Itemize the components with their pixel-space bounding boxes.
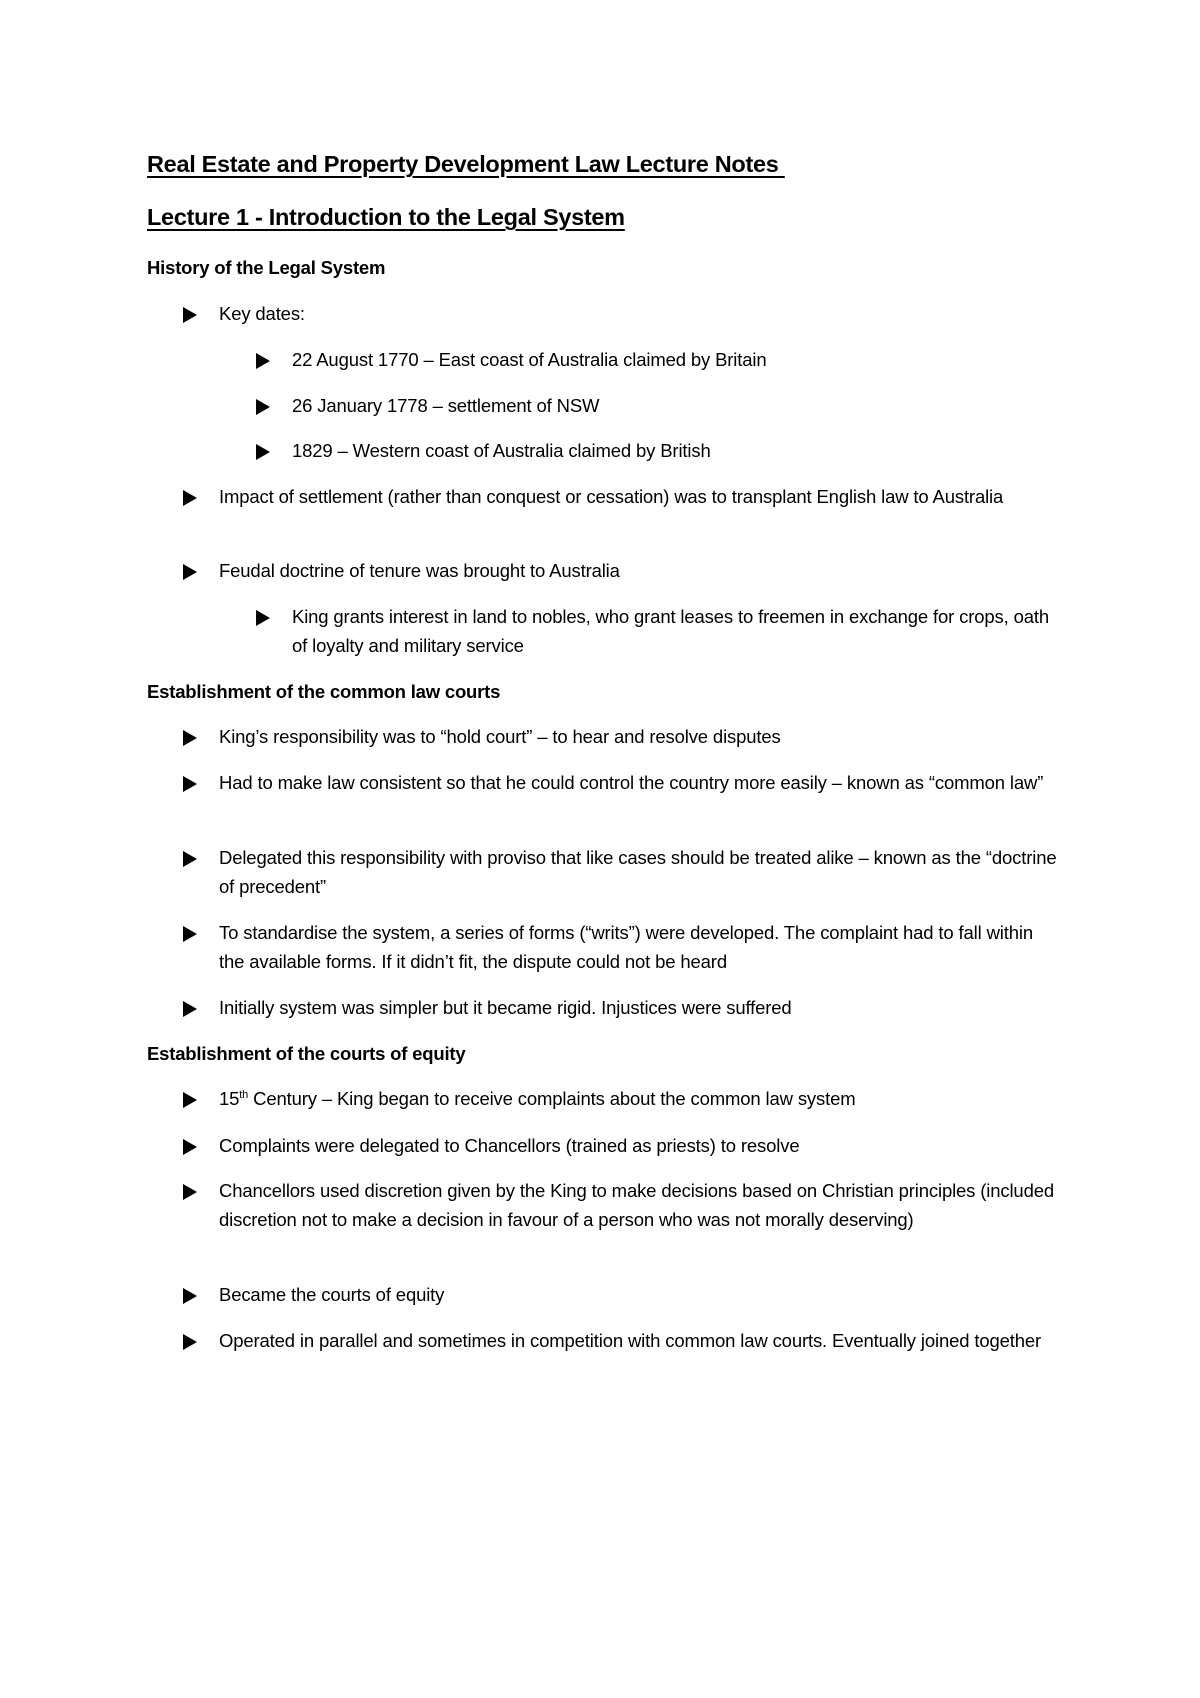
list-item [256,345,1063,374]
arrow-bullet-icon [183,730,197,746]
list-item [183,1326,1063,1355]
arrow-bullet-icon [183,926,197,942]
arrow-bullet-icon [183,1139,197,1155]
arrow-bullet-icon [183,776,197,792]
list-item [183,1084,1063,1113]
list-item [183,482,1063,511]
list-item [256,391,1063,420]
list-item-text [219,1084,1063,1113]
list-item-text: King grants interest in land to nobles, who grant leases to freemen in exchange for crops, oath of loyalty and military service [292,606,1050,656]
list-item [183,1176,1063,1234]
arrow-bullet-icon [256,399,270,415]
list-item [183,1280,1063,1309]
arrow-bullet-icon [183,307,197,323]
list-item-text: Impact of settlement (rather than conquest or cessation) was to transplant English law to Australia [219,486,1004,507]
lecture-title: Lecture 1 - Introduction to the Legal System [147,204,625,230]
list-item-text: Chancellors used discretion given by the King to make decisions based on Christian principles (included discretion not to make a decision in favour of a person who was not morally deserving) [219,1180,1054,1230]
list-item-text: Delegated this responsibility with proviso that like cases should be treated alike – known as the “doctrine of precedent” [219,847,1057,897]
list-item [183,993,1063,1022]
arrow-bullet-icon [183,490,197,506]
list-item-text: To standardise the system, a series of forms (“writs”) were developed. The complaint had to fall within the available forms. If it didn’t fit, the dispute could not be heard [219,922,1033,972]
arrow-bullet-icon [183,1288,197,1304]
list-item [183,722,1063,751]
list-item [183,299,1063,328]
list-item-text: Operated in parallel and sometimes in competition with common law courts. Eventually joined together [219,1330,1042,1351]
section-heading-common-law: Establishment of the common law courts [147,681,501,702]
list-item-text-rest: Century – King began to receive complaints about the common law system [248,1088,856,1109]
list-item-text: Became the courts of equity [219,1284,445,1305]
list-item [256,436,1063,465]
arrow-bullet-icon [256,610,270,626]
arrow-bullet-icon [183,564,197,580]
century-number: 15 [219,1088,240,1109]
arrow-bullet-icon [183,1001,197,1017]
list-item [183,768,1063,797]
section-heading-history: History of the Legal System [147,257,386,278]
list-item [256,602,1063,660]
ordinal-suffix: th [239,1088,249,1101]
list-item-text: Complaints were delegated to Chancellors (trained as priests) to resolve [219,1135,800,1156]
list-item [183,556,1063,585]
list-item-text: Key dates: [219,303,305,324]
document-title: Real Estate and Property Development Law Lecture Notes [147,151,785,177]
section-heading-equity: Establishment of the courts of equity [147,1043,466,1064]
list-item [183,1131,1063,1160]
list-item-text: 26 January 1778 – settlement of NSW [292,395,600,416]
list-item [183,843,1063,901]
arrow-bullet-icon [183,1334,197,1350]
list-item-text: Initially system was simpler but it became rigid. Injustices were suffered [219,997,792,1018]
arrow-bullet-icon [256,444,270,460]
list-item-text: 1829 – Western coast of Australia claimed by British [292,440,711,461]
arrow-bullet-icon [256,353,270,369]
list-item-text: King’s responsibility was to “hold court” – to hear and resolve disputes [219,726,781,747]
arrow-bullet-icon [183,1184,197,1200]
list-item-text: 22 August 1770 – East coast of Australia claimed by Britain [292,349,767,370]
list-item [183,918,1063,976]
list-item-text: Had to make law consistent so that he could control the country more easily – known as “common law” [219,772,1044,793]
arrow-bullet-icon [183,851,197,867]
list-item-text: Feudal doctrine of tenure was brought to Australia [219,560,620,581]
arrow-bullet-icon [183,1092,197,1108]
